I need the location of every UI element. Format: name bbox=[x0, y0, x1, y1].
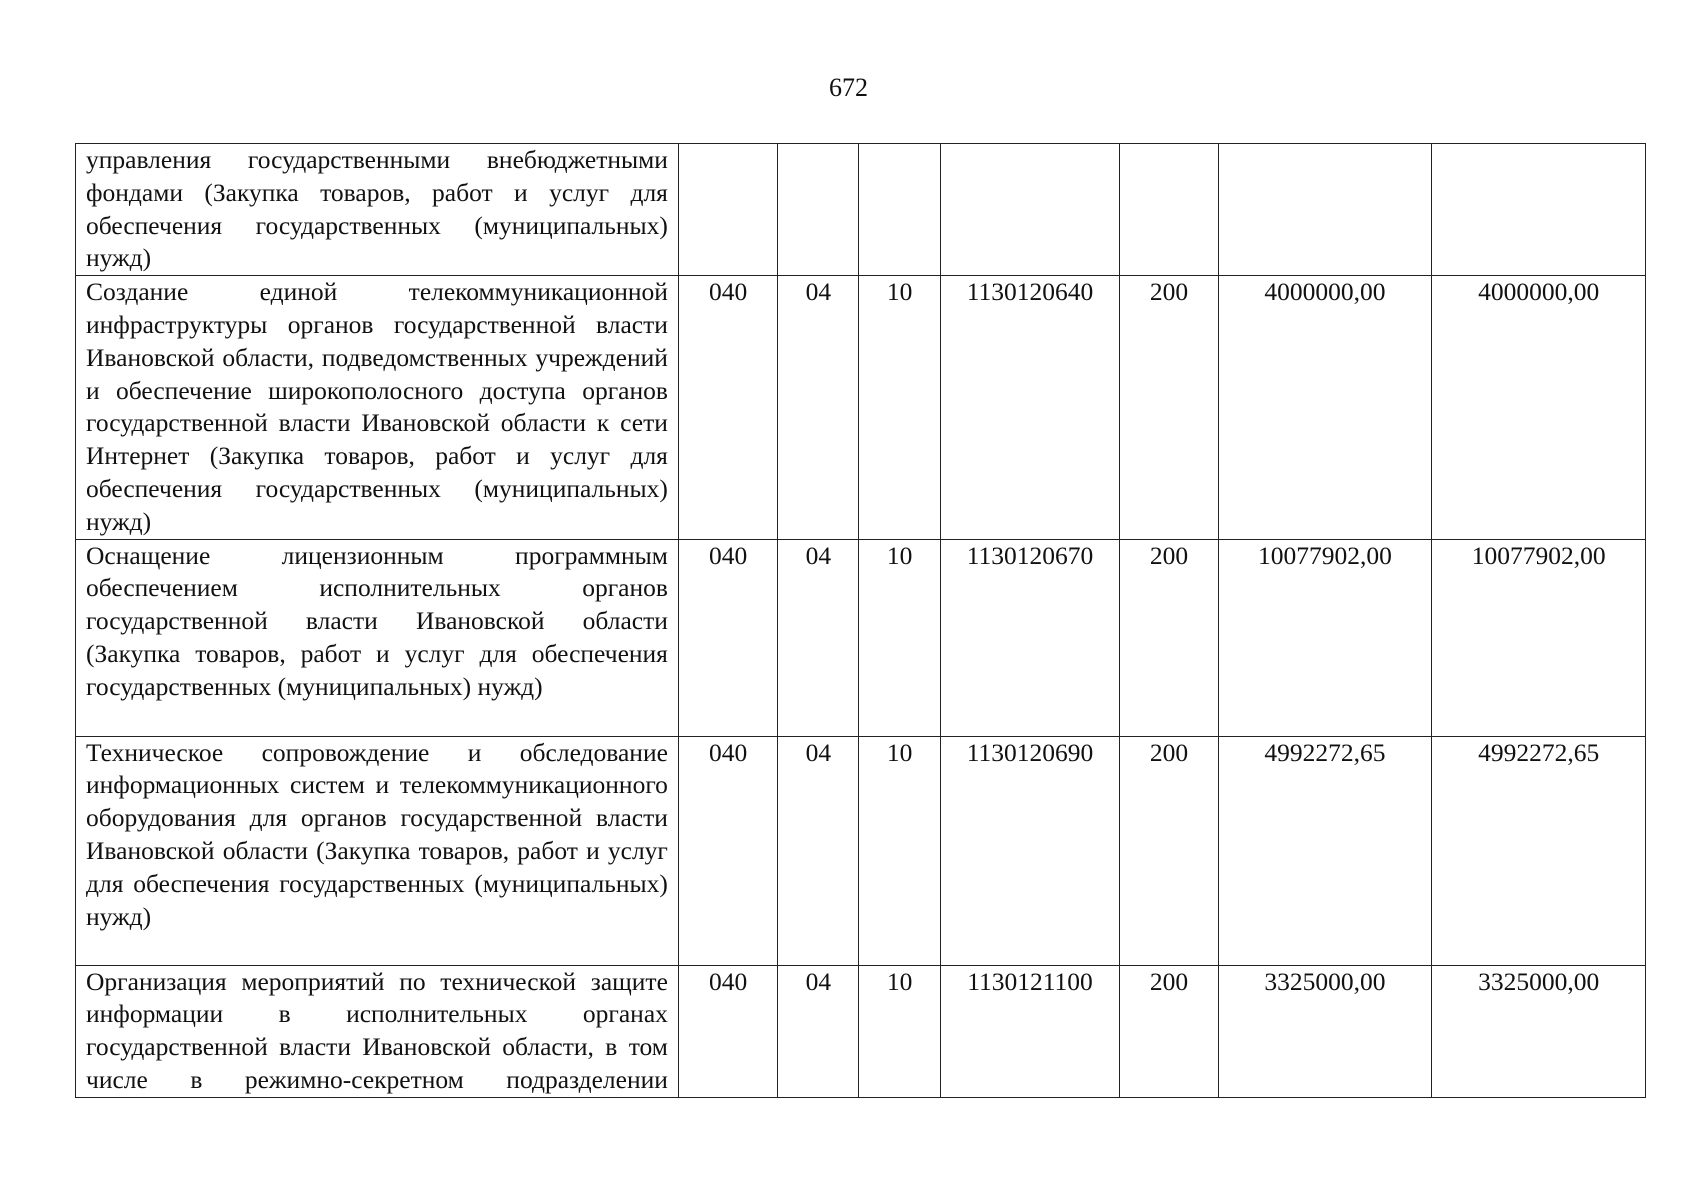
table-row bbox=[76, 539, 1646, 736]
amount-2: 4000000,00 bbox=[1432, 276, 1646, 539]
target-article-code: 1130121100 bbox=[940, 965, 1120, 1097]
ministry-code: 040 bbox=[678, 736, 777, 965]
section-code: 04 bbox=[778, 276, 859, 539]
ministry-code: 040 bbox=[678, 276, 777, 539]
row-description: Создание единой телекоммуникационной инфраструктуры органов государственной власти Ивановской области, подведомственных учреждений и обеспечение широкополосного доступа органов государственной власти Ивановской области к сети Интернет (Закупка товаров, работ и услуг для обеспечения государственных (муниципальных) нужд) bbox=[76, 276, 679, 539]
page-number: 672 bbox=[829, 73, 868, 102]
amount-2: 3325000,00 bbox=[1432, 965, 1646, 1097]
budget-table bbox=[75, 143, 1646, 1098]
amount-2: 10077902,00 bbox=[1432, 539, 1646, 736]
ministry-code bbox=[678, 144, 777, 276]
table-row bbox=[76, 965, 1646, 1097]
target-article-code bbox=[940, 144, 1120, 276]
amount-1 bbox=[1218, 144, 1432, 276]
row-description: Организация мероприятий по технической защите информации в исполнительных органах государственной власти Ивановской области, в том числе в режимно-секретном подразделении bbox=[76, 965, 679, 1097]
section-code bbox=[778, 144, 859, 276]
target-article-code: 1130120690 bbox=[940, 736, 1120, 965]
amount-2: 4992272,65 bbox=[1432, 736, 1646, 965]
amount-1: 10077902,00 bbox=[1218, 539, 1432, 736]
row-description: управления государственными внебюджетными фондами (Закупка товаров, работ и услуг для обеспечения государственных (муниципальных) нужд) bbox=[76, 144, 679, 276]
subsection-code: 10 bbox=[859, 965, 940, 1097]
expense-type-code bbox=[1120, 144, 1218, 276]
row-description: Оснащение лицензионным программным обеспечением исполнительных органов государственной власти Ивановской области (Закупка товаров, работ и услуг для обеспечения государственных (муниципальных) нужд) bbox=[76, 539, 679, 736]
amount-1: 3325000,00 bbox=[1218, 965, 1432, 1097]
subsection-code: 10 bbox=[859, 736, 940, 965]
table-row bbox=[76, 736, 1646, 965]
target-article-code: 1130120670 bbox=[940, 539, 1120, 736]
amount-2 bbox=[1432, 144, 1646, 276]
section-code: 04 bbox=[778, 736, 859, 965]
target-article-code: 1130120640 bbox=[940, 276, 1120, 539]
subsection-code: 10 bbox=[859, 276, 940, 539]
row-description: Техническое сопровождение и обследование информационных систем и телекоммуникационного оборудования для органов государственной власти Ивановской области (Закупка товаров, работ и услуг для обеспечения государственных (муниципальных) нужд) bbox=[76, 736, 679, 965]
table-row bbox=[76, 144, 1646, 276]
ministry-code: 040 bbox=[678, 539, 777, 736]
amount-1: 4992272,65 bbox=[1218, 736, 1432, 965]
section-code: 04 bbox=[778, 539, 859, 736]
expense-type-code: 200 bbox=[1120, 276, 1218, 539]
expense-type-code: 200 bbox=[1120, 539, 1218, 736]
expense-type-code: 200 bbox=[1120, 736, 1218, 965]
ministry-code: 040 bbox=[678, 965, 777, 1097]
section-code: 04 bbox=[778, 965, 859, 1097]
amount-1: 4000000,00 bbox=[1218, 276, 1432, 539]
table-row bbox=[76, 276, 1646, 539]
subsection-code: 10 bbox=[859, 539, 940, 736]
expense-type-code: 200 bbox=[1120, 965, 1218, 1097]
subsection-code bbox=[859, 144, 940, 276]
